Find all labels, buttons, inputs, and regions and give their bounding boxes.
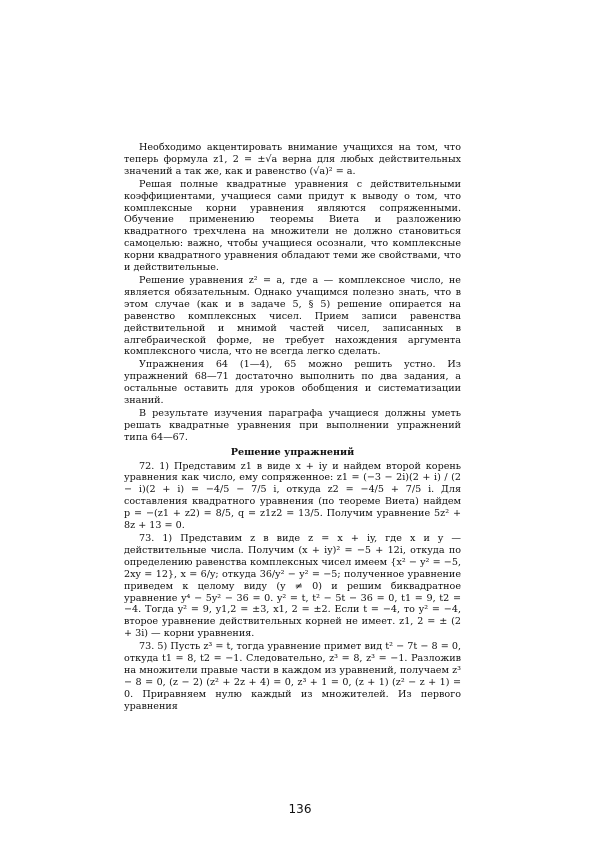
paragraph-quadratic-equations: Решая полные квадратные уравнения с действительными коэффициентами, учащиеся сами придут к выводу о том, что комплексные корни уравнения являются сопряженными. Обучение применению теоремы Виета и разложению квадратного трехчлена на множители не должно становиться самоцелью: важно, чтобы учащиеся осознали, что комплексные корни квадратного уравнения обладают теми же свойствами, что и действительные. bbox=[124, 178, 461, 274]
solution-73-5: 73. 5) Пусть z³ = t, тогда уравнение примет вид t² − 7t − 8 = 0, откуда t1 = 8, t2 = −1. Следовательно, z³ = 8, z³ = −1. Разложив на множители правые части в каждом из уравнений, получаем z³ − 8 = 0, (z − 2) (z² + 2z + 4) = 0, z³ + 1 = 0, (z + 1) (z² − z + 1) = 0. Приравняем нулю каждый из множителей. Из первого уравнения bbox=[124, 641, 461, 712]
page-number: 136 bbox=[288, 802, 312, 816]
paragraph-formula-note: Необходимо акцентировать внимание учащихся на том, что теперь формула z1, 2 = ±√a верна для любых действительных значений a так же, как и равенство (√a)² = a. bbox=[124, 142, 461, 177]
section-heading: Решение упражнений bbox=[230, 446, 355, 458]
paragraph-equation-z-squared: Решение уравнения z² = a, где a — комплексное число, не является обязательным. Однако учащимся полезно знать, что в этом случае (как и в задаче 5, § 5) решение опирается на равенство комплексных чисел. Прием записи равенства действительной и мнимой частей чисел, записанных в алгебраической форме, не требует нахождения аргумента комплексного числа, что не всегда легко сделать. bbox=[124, 274, 461, 358]
solution-72: 72. 1) Представим z1 в виде x + iy и найдем второй корень уравнения как число, ему сопряженное: z1 = (−3 − 2i)(2 + i) / (2 − i)(2 + i) = −4/5 − 7/5 i, откуда z2 = −4/5 + 7/5 i. Для составления квадратного уравнения (по теореме Виета) найдем p = −(z1 + z2) = 8/5, q = z1z2 = 13/5. Получим уравнение 5z² + 8z + 13 = 0. bbox=[124, 460, 461, 532]
paragraph-learning-result: В результате изучения параграфа учащиеся должны уметь решать квадратные уравнения при выполнении упражнений типа 64—67. bbox=[124, 407, 461, 443]
paragraph-exercises: Упражнения 64 (1—4), 65 можно решить устно. Из упражнений 68—71 достаточно выполнить по два задания, а остальные оставить для уроков обобщения и систематизации знаний. bbox=[124, 359, 461, 407]
solution-73-1: 73. 1) Представим z в виде z = x + iy, где x и y — действительные числа. Получим (x + iy)² = −5 + 12i, откуда по определению равенства комплексных чисел имеем {x² − y² = −5, 2xy = 12}, x = 6/y; откуда 36/y² − y² = −5; полученное уравнение приведем к целому виду (y ≠ 0) и решим биквадратное уравнение y⁴ − 5y² − 36 = 0. y² = t, t² − 5t − 36 = 0, t1 = 9, t2 = −4. Тогда y² = 9, y1,2 = ±3, x1, 2 = ±2. Если t = −4, то y² = −4, второе уравнение действительных корней не имеет. z1, 2 = ± (2 + 3i) — корни уравнения. bbox=[124, 533, 461, 640]
page-content bbox=[124, 142, 461, 713]
